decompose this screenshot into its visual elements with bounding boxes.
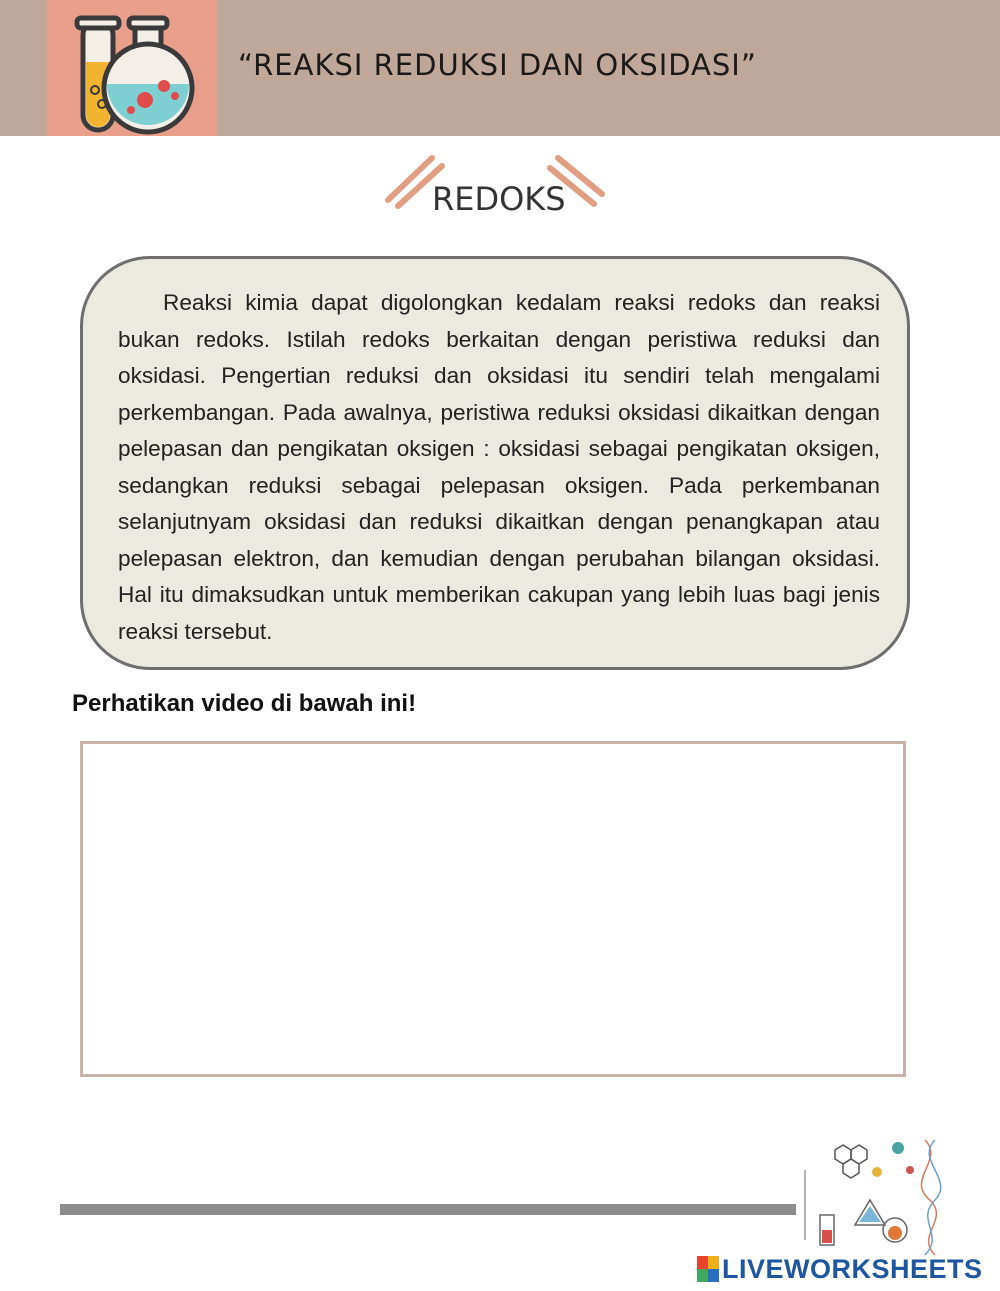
section-heading-block bbox=[380, 150, 620, 220]
logo bbox=[47, 0, 217, 136]
instruction-text: Perhatikan video di bawah ini! bbox=[72, 690, 417, 717]
section-heading: REDOKS bbox=[432, 180, 566, 218]
page-title: “REAKSI REDUKSI DAN OKSIDASI” bbox=[238, 48, 757, 82]
text-card bbox=[80, 256, 910, 670]
video-placeholder[interactable] bbox=[80, 741, 906, 1077]
brand-logo bbox=[697, 1252, 983, 1286]
science-doodle-icon bbox=[795, 1130, 955, 1260]
brand-name: LIVEWORKSHEETS bbox=[722, 1253, 983, 1284]
brand-mark-icon bbox=[697, 1256, 719, 1282]
chemistry-flasks-icon bbox=[47, 0, 217, 136]
intro-paragraph: Reaksi kimia dapat digolongkan kedalam reaksi redoks dan reaksi bukan redoks. Istilah redoks berkaitan dengan peristiwa reduksi dan oksidasi. Pengertian reduksi dan oksidasi itu sendiri telah mengalami perkembangan. Pada awalnya, peristiwa reduksi oksidasi dikaitkan dengan pelepasan dan pengikatan oksigen : oksidasi sebagai pengikatan oksigen, sedangkan reduksi sebagai pelepasan oksigen. Pada perkembanan selanjutnyam oksidasi dan reduksi dikaitkan dengan penangkapan atau pelepasan elektron, dan kemudian dengan perubahan bilangan oksidasi. Hal itu dimaksudkan untuk memberikan cakupan yang lebih luas bagi jenis reaksi tersebut. bbox=[118, 290, 880, 644]
footer-divider bbox=[60, 1204, 796, 1215]
